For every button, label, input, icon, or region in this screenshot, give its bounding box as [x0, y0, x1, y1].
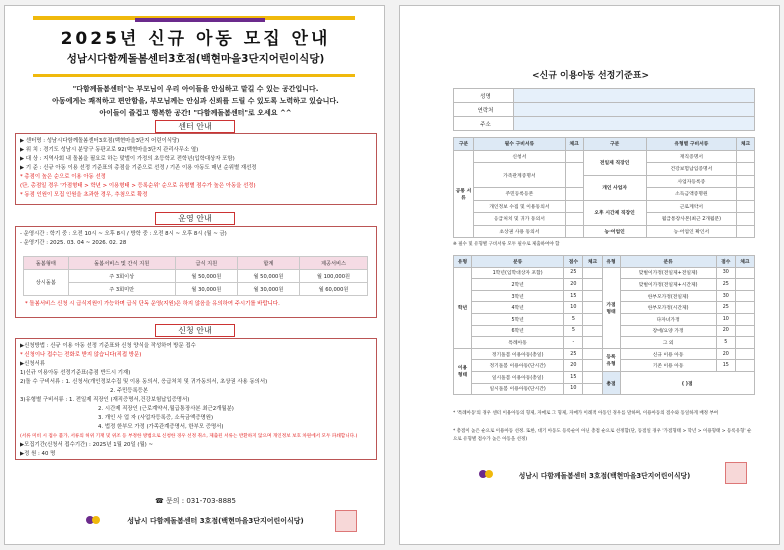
docs-check[interactable]: [737, 200, 755, 213]
page-title: 2025년 신규 아동 모집 안내: [60, 29, 331, 49]
score-group: 학년: [454, 267, 472, 348]
center-note: (단, 총점일 경우 '가점형태 > 학년 > 이용형태 > 등록순위' 순으로 유형별 점수가 높은 아동을 선정): [20, 183, 256, 189]
center-note: * 총점이 높은 순으로 이용 아동 선정: [20, 174, 106, 180]
score-check[interactable]: [735, 348, 754, 360]
center-info-box: [15, 133, 377, 205]
docs-check[interactable]: [565, 213, 583, 226]
apply-box: [15, 338, 377, 460]
score-item: 맞벌이가정(전일제+시간제): [620, 279, 716, 291]
docs-check[interactable]: [565, 200, 583, 213]
docs-header: 구분: [583, 138, 646, 151]
docs-check[interactable]: [565, 163, 583, 188]
score-check[interactable]: [583, 360, 602, 372]
apply-line: 2. 주민등록등본: [110, 388, 149, 394]
score-header: 체크: [583, 256, 602, 268]
intro-line: "다함께돌봄센터"는 부모님이 우리 아이들을 안심하고 맡길 수 있는 공간입니다.: [72, 85, 319, 93]
score-value: 10: [564, 302, 583, 314]
contact-phone: ☎ 문의 : 031-703-8885: [155, 497, 236, 505]
intro-line: 아동에게는 쾌적하고 편안함을, 부모님께는 안심과 신뢰를 드릴 수 있도록 노력하고 있습니다.: [52, 97, 339, 105]
score-item: 정기돌봄 이용아동(단시간): [472, 360, 564, 372]
score-value: 15: [716, 360, 735, 372]
docs-item: 주민등록등본: [474, 188, 566, 201]
score-item: 정기돌봄 이용아동(총일): [472, 348, 564, 360]
docs-note: ※ 필수 및 유형별 구비서류 모두 필수로 제출하여야 함: [453, 242, 560, 247]
score-check[interactable]: [583, 371, 602, 383]
center-line: ▶ 위 치 : 경기도 성남시 분당구 동판교로 92(백현마을3단지 관리사무소 옆): [20, 147, 199, 153]
score-item: 3학년: [472, 290, 564, 302]
score-value: 25: [564, 348, 583, 360]
score-item: 5학년: [472, 313, 564, 325]
docs-item: 월급통장사본(최근 2개월분): [646, 213, 736, 226]
docs-item: 소득금액증명원: [646, 188, 736, 201]
docs-group: 전일제 직장인: [583, 150, 646, 175]
docs-header: 필수 구비서류: [474, 138, 566, 151]
score-check[interactable]: [583, 313, 602, 325]
score-header: 점수: [716, 256, 735, 268]
score-item: 다자녀가정: [620, 313, 716, 325]
score-item: 신규 이용 아동: [620, 348, 716, 360]
apply-line: ▶신청방법 : 신규 이용 아동 선정 기준표와 신청 양식을 작성하여 방문 접수: [20, 343, 196, 349]
score-value: 5: [716, 337, 735, 349]
score-item: 특례아동: [472, 337, 564, 349]
score-value: 30: [716, 267, 735, 279]
score-header: 체크: [735, 256, 754, 268]
score-item: 한부모가정(전일제): [620, 290, 716, 302]
fee-cell: 월 50,000원: [175, 270, 237, 283]
score-value: 10: [564, 383, 583, 395]
score-item: 한부모가정(시간제): [620, 302, 716, 314]
fee-cell: 주 3회이상: [68, 270, 175, 283]
apply-line: * 신청이나 접수는 전화로 받지 않습니다(직접 방문): [20, 352, 142, 358]
apply-section-title: 신청 안내: [155, 324, 235, 337]
docs-header: 체크: [737, 138, 755, 151]
center-section-title: 센터 안내: [155, 120, 235, 133]
score-group: 이용 형태: [454, 348, 472, 394]
score-check[interactable]: [735, 279, 754, 291]
score-header: 분류: [620, 256, 716, 268]
docs-group: 농·어업인: [583, 225, 646, 238]
score-check[interactable]: [735, 337, 754, 349]
score-item: 4학년: [472, 302, 564, 314]
docs-check[interactable]: [565, 150, 583, 163]
score-value: 20: [716, 348, 735, 360]
criteria-page: [399, 5, 780, 545]
score-check[interactable]: [583, 383, 602, 395]
docs-check[interactable]: [565, 188, 583, 201]
apply-line: 3)유형별 구비서류 : 1. 전일제 직장인 (재직증명서,건강보험납입증명서): [20, 397, 190, 403]
center-line: ▶ 센터명 : 성남시다함께돌봄센터3호점(백현마을3단지 어린이식당): [20, 138, 180, 144]
score-value: 30: [716, 290, 735, 302]
center-line: ▶ 대 상 : 지역사회 내 돌봄을 필요로 하는 맞벌이 가정의 초등학교 전학년(입학대상자 포함): [20, 156, 235, 162]
operation-note: * 돌봄서비스 신청 시 급식지원이 가능하며 급식 단독 운영(지원)은 하지 않음을 유의하여 주시기를 바랍니다.: [25, 301, 280, 307]
score-value: 20: [564, 279, 583, 291]
score-value: 5: [564, 313, 583, 325]
score-item: 일시돌봄 이용아동(총일): [472, 371, 564, 383]
page-subtitle: 성남시다함께돌봄센터3호점(백현마을3단지어린이식당): [66, 53, 325, 65]
score-check[interactable]: [583, 325, 602, 337]
score-value: 5: [564, 325, 583, 337]
docs-item: 농·어업인 확인서: [646, 225, 736, 238]
score-item: 장애/요양 가정: [620, 325, 716, 337]
docs-item: 가족관계증명서: [474, 163, 566, 188]
apply-warning: (서류 미비 시 접수 불가, 서류의 허위 기재 및 위조 등 부정한 방법으로 신청한 경우 선정 취소, 제출된 서류는 반환하지 않으며 개인정보 보호 차원에서 모두 파쇄합니다.): [20, 434, 358, 439]
docs-check[interactable]: [737, 213, 755, 226]
score-header: 유형: [454, 256, 472, 268]
info-label: 성명: [454, 89, 514, 103]
criteria-note: * '특례아동'의 경우 센터 이용아동의 형제, 자매로 그 형제, 자매가 이례적 아동인 경우를 말하며, 이용아동의 점수와 동일하게 배정 부여: [453, 411, 719, 416]
apply-line: ▶신청서류: [20, 361, 45, 367]
notice-page: [4, 5, 385, 545]
score-value: 20: [564, 360, 583, 372]
score-group: 등록 유형: [602, 348, 620, 371]
fee-header: 합계: [237, 257, 299, 270]
info-label: 연락처: [454, 103, 514, 117]
info-label: 주소: [454, 117, 514, 131]
apply-line: 4. 법정 한부모 가정 (가족관계증명서, 한부모 증명서): [98, 424, 224, 430]
score-table: [453, 255, 755, 395]
score-value: 25: [716, 302, 735, 314]
score-item: 2학년: [472, 279, 564, 291]
total-label: 총점: [602, 371, 620, 394]
score-check[interactable]: [735, 325, 754, 337]
score-check[interactable]: [583, 290, 602, 302]
score-value: -: [564, 337, 583, 349]
score-value: 20: [716, 325, 735, 337]
fee-type: 상시돌봄: [24, 270, 69, 296]
score-check[interactable]: [735, 360, 754, 372]
criteria-title: <신규 이용아동 선정기준표>: [532, 71, 649, 81]
score-item: 그 외: [620, 337, 716, 349]
score-header: 점수: [564, 256, 583, 268]
docs-item: 근로계약서: [646, 200, 736, 213]
subtitle-gold-bar: [33, 74, 355, 77]
apply-line: ▶정 원 : 40 명: [20, 451, 56, 457]
docs-group: 공통 서류: [454, 150, 474, 238]
name-field[interactable]: [514, 89, 755, 103]
score-check[interactable]: [583, 337, 602, 349]
score-group: 가점 형태: [602, 267, 620, 348]
operation-section-title: 운영 안내: [155, 212, 235, 225]
apply-line: 3. 개인 사 업 자 (사업자등록증, 소득금액증명원): [98, 415, 214, 421]
intro-line: 아이들이 즐겁고 행복한 공간! "다함께돌봄센터"로 오세요 ^^: [99, 109, 292, 117]
docs-header: 구분: [454, 138, 474, 151]
criteria-note: * 총점이 높은 순으로 이용아동 선정. 또한, 대기 아동도 등록순이 아닌 총점 순으로 선정함(단, 동점일 경우 '가점형태 > 학년 > 이용형태 > 등록유형' 순으로 유형별 점수가 높은 아동을 선정): [453, 429, 752, 442]
fee-cell: 월 60,000원: [299, 283, 367, 296]
operation-line: - 운영시간 : 학기 중 : 오전 10시 ~ 오후 8시 / 방학 중 : 오전 8시 ~ 오후 8시 (월 ~ 금): [20, 231, 227, 237]
fee-cell: 월 50,000원: [237, 270, 299, 283]
docs-header: 체크: [565, 138, 583, 151]
fee-header: 급식 지원: [175, 257, 237, 270]
title-purple-bar: [135, 18, 265, 22]
docs-check[interactable]: [737, 175, 755, 188]
fee-cell: 월 100,000원: [299, 270, 367, 283]
fee-header: 돌봄형태: [24, 257, 69, 270]
score-value: 15: [564, 371, 583, 383]
center-note: * 동점 인원이 모집 인원을 초과한 경우, 추첨으로 확정: [20, 192, 148, 198]
score-header: 분류: [472, 256, 564, 268]
fee-header: 돌봄서비스 및 간식 지원: [68, 257, 175, 270]
score-check[interactable]: [735, 302, 754, 314]
score-check[interactable]: [735, 313, 754, 325]
score-item: 6학년: [472, 325, 564, 337]
docs-header: 유형별 구비서류: [646, 138, 736, 151]
apply-line: 1)신규 이용아동 선정기준표(총점 반드시 기재): [20, 370, 131, 376]
intro-text: [13, 83, 378, 119]
docs-item: 사업자등록증: [646, 175, 736, 188]
score-value: 10: [716, 313, 735, 325]
phone-field[interactable]: [514, 103, 755, 117]
fee-header: 제공서비스: [299, 257, 367, 270]
address-field[interactable]: [514, 117, 755, 131]
score-item: 일시돌봄 이용아동(단시간): [472, 383, 564, 395]
apply-line: 2. 시간제 직장인 (근로계약서,월급통장사본 최근2개월분): [98, 406, 234, 412]
official-seal-icon: [335, 510, 357, 532]
docs-group: 개인 사업자: [583, 175, 646, 200]
applicant-info-table: [453, 88, 755, 131]
apply-line: 2)돌 수 구비서류 : 1. 신청서(개인정보수집 및 이용 동의서, 응급처치 및 귀가동의서, 초상권 사용 동의서): [20, 379, 268, 385]
score-check[interactable]: [735, 267, 754, 279]
official-seal-icon: [725, 462, 747, 484]
docs-check[interactable]: [737, 163, 755, 176]
operation-line: - 운영기간 : 2025. 03. 04 ~ 2026. 02. 28: [20, 240, 127, 246]
docs-check[interactable]: [737, 225, 755, 238]
score-check[interactable]: [583, 302, 602, 314]
total-score-field[interactable]: ( )점: [620, 371, 754, 394]
docs-group: 오후 시간제 직장인: [583, 200, 646, 225]
docs-item: 초상권 사용 동의서: [474, 225, 566, 238]
docs-check[interactable]: [737, 150, 755, 163]
score-check[interactable]: [583, 267, 602, 279]
score-header: 유형: [602, 256, 620, 268]
fee-cell: 월 30,000원: [175, 283, 237, 296]
center-line: ▶ 기 준 : 신규 아동 이용 선정 기준표의 총점을 기준으로 선정 / 기존 이용 아동도 매년 순위별 재선정: [20, 165, 257, 171]
footer-center-name: 성남시 다함께돌봄센터 3호점(백현마을3단지어린이식당): [518, 472, 691, 480]
score-item: 기존 이용 아동: [620, 360, 716, 372]
score-item: 맞벌이가정(전일제+전일제): [620, 267, 716, 279]
score-check[interactable]: [735, 290, 754, 302]
footer-center-name: 성남시 다함께돌봄센터 3호점(백현마을3단지어린이식당): [127, 517, 304, 525]
score-item: 1학년(입학대상자 포함): [472, 267, 564, 279]
docs-item: 응급처치 및 귀가 동의서: [474, 213, 566, 226]
score-value: 25: [564, 267, 583, 279]
fee-table: [23, 256, 368, 296]
fee-cell: 주 3회미만: [68, 283, 175, 296]
docs-item: 건강보험납입증명서: [646, 163, 736, 176]
apply-line: ▶모집기간(신청서 접수기간) : 2025년 1월 20일 (월) ~: [20, 442, 154, 448]
score-check[interactable]: [583, 348, 602, 360]
score-value: 25: [716, 279, 735, 291]
score-check[interactable]: [583, 279, 602, 291]
docs-check[interactable]: [737, 188, 755, 201]
fee-cell: 월 30,000원: [237, 283, 299, 296]
docs-item: 재직증명서: [646, 150, 736, 163]
score-value: 15: [564, 290, 583, 302]
documents-table: [453, 137, 755, 238]
docs-item: 신청서: [474, 150, 566, 163]
docs-check[interactable]: [565, 225, 583, 238]
docs-item: 개인정보 수집 및 이용동의서: [474, 200, 566, 213]
